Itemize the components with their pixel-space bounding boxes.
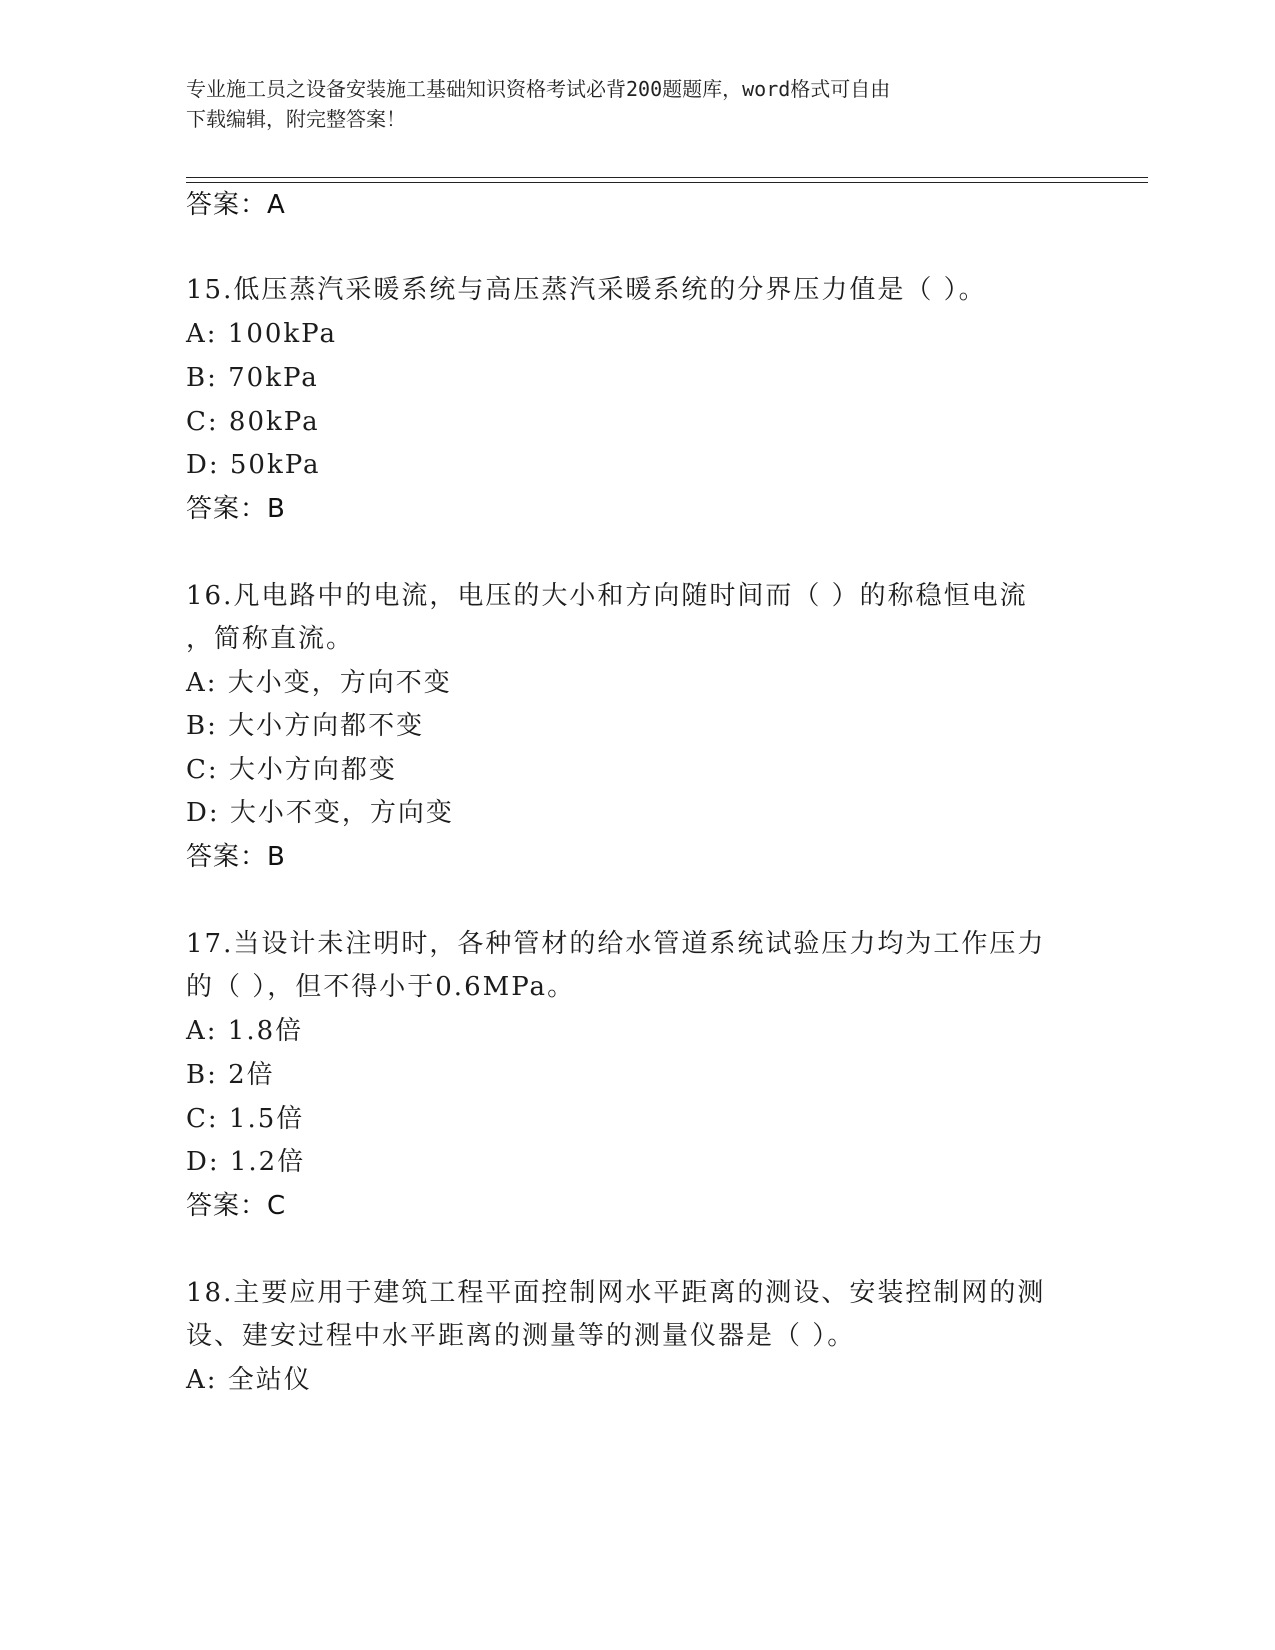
question-15-stem: 15.低压蒸汽采暖系统与高压蒸汽采暖系统的分界压力值是（ ）。 — [186, 275, 987, 305]
question-16-option-a: A: 大小变，方向不变 — [186, 668, 452, 698]
question-17-option-d: D: 1.2倍 — [186, 1147, 306, 1177]
header-line-2: 下载编辑，附完整答案！ — [186, 107, 406, 131]
question-15-option-c: C: 80kPa — [186, 407, 320, 437]
question-18-stem-line-2: 设、建安过程中水平距离的测量等的测量仪器是（ ）。 — [186, 1321, 856, 1351]
question-16-stem-line-1: 16.凡电路中的电流，电压的大小和方向随时间而（ ）的称稳恒电流 — [186, 581, 1028, 611]
question-15-answer: 答案：B — [186, 494, 286, 524]
question-15-option-a: A: 100kPa — [186, 319, 338, 349]
question-16-option-c: C: 大小方向都变 — [186, 755, 397, 785]
previous-answer: 答案：A — [186, 190, 286, 220]
question-15-option-b: B: 70kPa — [186, 363, 319, 393]
question-18-option-a: A: 全站仪 — [186, 1365, 312, 1395]
question-16-stem-line-2: ，简称直流。 — [186, 624, 355, 654]
question-16-option-b: B: 大小方向都不变 — [186, 711, 425, 741]
question-17-option-c: C: 1.5倍 — [186, 1104, 305, 1134]
header-divider-top — [186, 177, 1148, 178]
question-17-stem-line-2: 的（ ），但不得小于0.6MPa。 — [186, 972, 576, 1002]
document-header — [186, 74, 1066, 134]
question-17-stem-line-1: 17.当设计未注明时，各种管材的给水管道系统试验压力均为工作压力 — [186, 929, 1046, 959]
header-line-1: 专业施工员之设备安装施工基础知识资格考试必背200题题库，word格式可自由 — [186, 77, 891, 101]
header-divider-bottom — [186, 182, 1148, 183]
question-17-answer: 答案：C — [186, 1191, 287, 1221]
question-16-answer: 答案：B — [186, 842, 286, 872]
question-17-option-b: B: 2倍 — [186, 1060, 275, 1090]
question-18-stem-line-1: 18.主要应用于建筑工程平面控制网水平距离的测设、安装控制网的测 — [186, 1278, 1046, 1308]
question-16-option-d: D: 大小不变，方向变 — [186, 798, 454, 828]
question-15-option-d: D: 50kPa — [186, 450, 321, 480]
question-17-option-a: A: 1.8倍 — [186, 1016, 304, 1046]
